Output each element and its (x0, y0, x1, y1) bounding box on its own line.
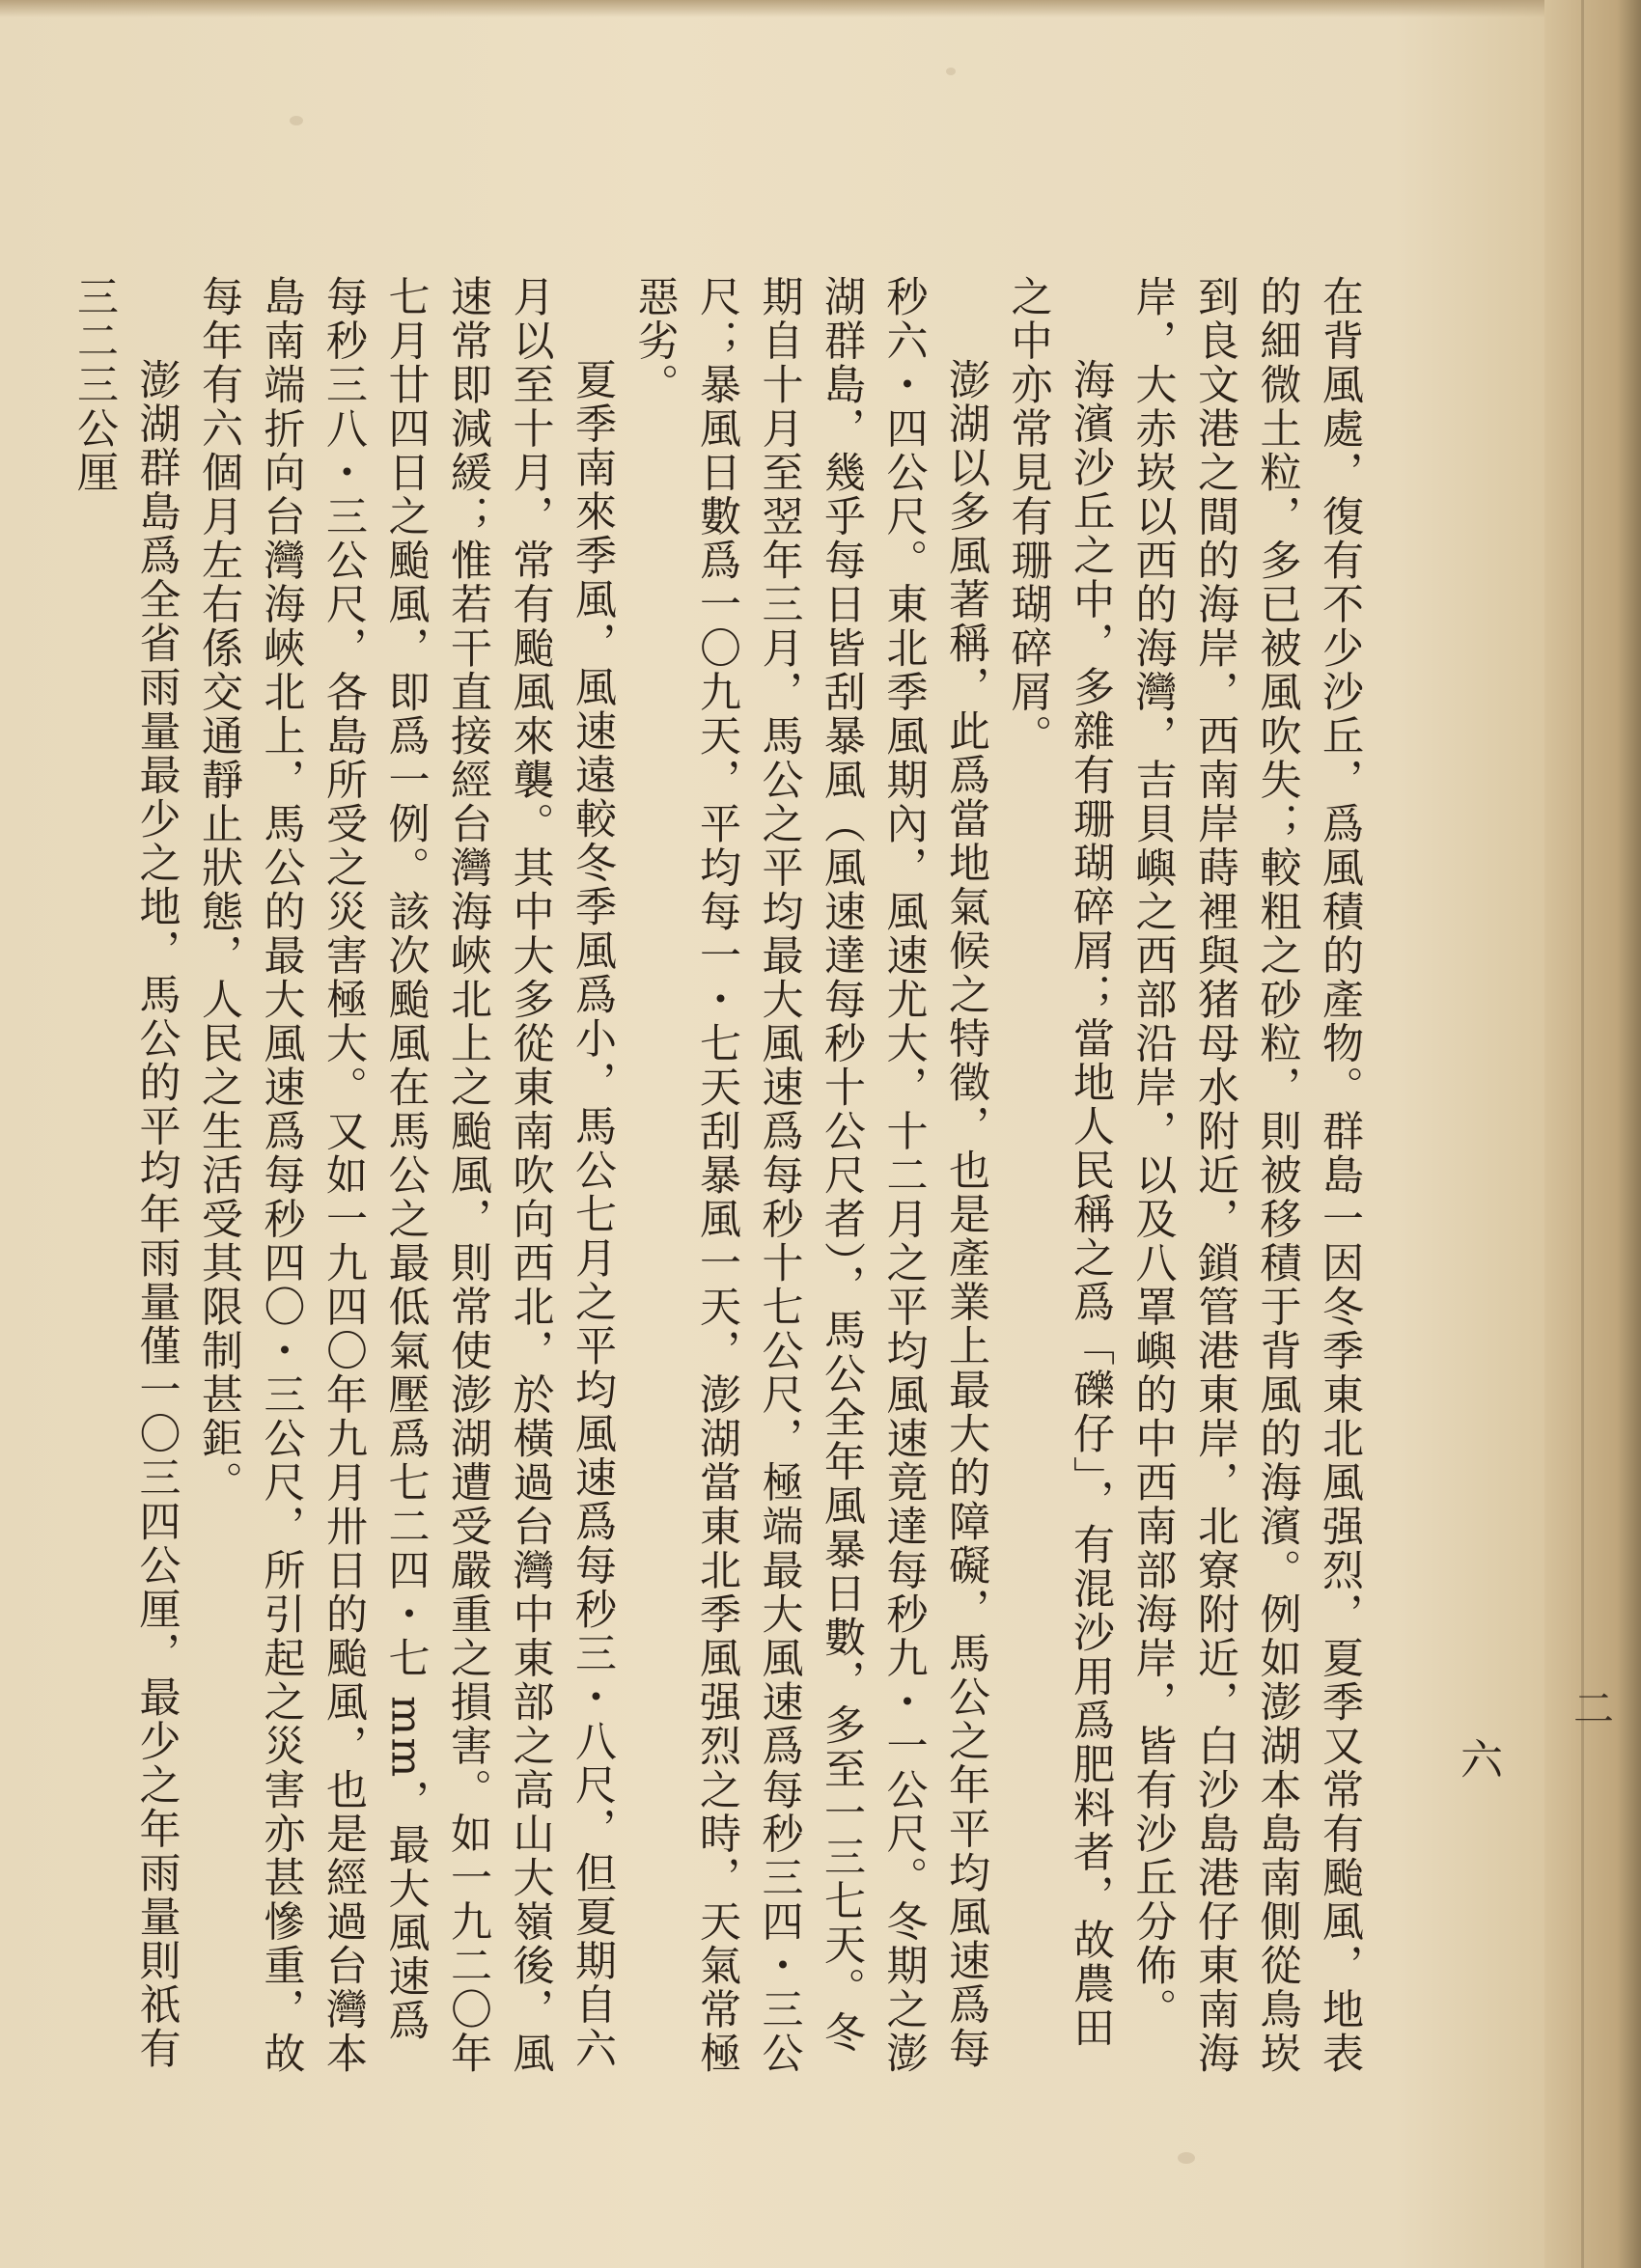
paper-spot (946, 68, 956, 75)
page-number: 六 (1453, 1737, 1502, 1780)
paragraph-rainfall: 澎湖群島爲全省雨量最少之地，馬公的平均年雨量僅一〇三四公厘，最少之年雨量則祇有三二三公厘 (70, 275, 181, 2071)
paper-spot (1178, 2152, 1195, 2164)
paragraph-typhoons: 夏季南來季風，風速遠較冬季風爲小，馬公七月之平均風速爲每秒三・八尺，但夏期自六月以至十月，常有颱風來襲。其中大多從東南吹向西北，於橫過台灣中東部之高山大嶺後，風速常即減緩；惟若干直接經台灣海峽北上之颱風，則常使澎湖遭受嚴重之損害。如一九二〇年七月廿四日之颱風，即爲一例。該次颱風在馬公之最低氣壓爲七二四・七 mm，最大風速爲每秒三八・三公尺，各島所受之災害極大。又如一九四〇年九月卅日的颱風，也是經過台灣本島南端折向台灣海峽北上，馬公的最大風速爲每秒四〇・三公尺，所引起之災害亦甚慘重，故每年有六個月左右係交通靜止狀態，人民之生活受其限制甚鉅。 (195, 275, 617, 2076)
book-edge-line (1581, 0, 1584, 2268)
edge-page-mark: 二 (1568, 1687, 1615, 1728)
paragraph-winter-winds: 澎湖以多風著稱，此爲當地氣候之特徵，也是產業上最大的障礙，馬公之年平均風速爲每秒六・四公尺。東北季風期內，風速尤大，十二月之平均風速竟達每秒九・一公尺。冬期之澎湖群島，幾乎每日皆刮暴風（風速達每秒十公尺者），馬公全年風暴日數，多至一三七天。冬期自十月至翌年三月，馬公之平均最大風速爲每秒十七公尺，極端最大風速爲每秒三四・三公尺；暴風日數爲一〇九天，平均每一・七天刮暴風一天，澎湖當東北季風强烈之時，天氣常極惡劣。 (630, 275, 990, 2076)
paragraph-sand-dunes: 在背風處，復有不少沙丘，爲風積的產物。群島一因冬季東北風强烈，夏季又常有颱風，地表的細微土粒，多已被風吹失；較粗之砂粒，則被移積于背風的海濱。例如澎湖本島南側從鳥崁到良文港之間的海岸，西南岸蒔裡與猪母水附近，鎖管港東岸，北寮附近，白沙島港仔東南海岸，大赤崁以西的海灣，吉貝嶼之西部沿岸，以及八罩嶼的中西南部海岸，皆有沙丘分佈。 (1128, 275, 1364, 2076)
book-edge (1544, 0, 1641, 2268)
paragraph-coral-fragments: 海濱沙丘之中，多雜有珊瑚碎屑；當地人民稱之爲「礫仔」，有混沙用爲肥料者，故農田之中亦常見有珊瑚碎屑。 (1004, 275, 1115, 2050)
paper-spot (290, 116, 303, 125)
vertical-body-text (70, 275, 1371, 2080)
page-top-shadow (0, 0, 1641, 17)
